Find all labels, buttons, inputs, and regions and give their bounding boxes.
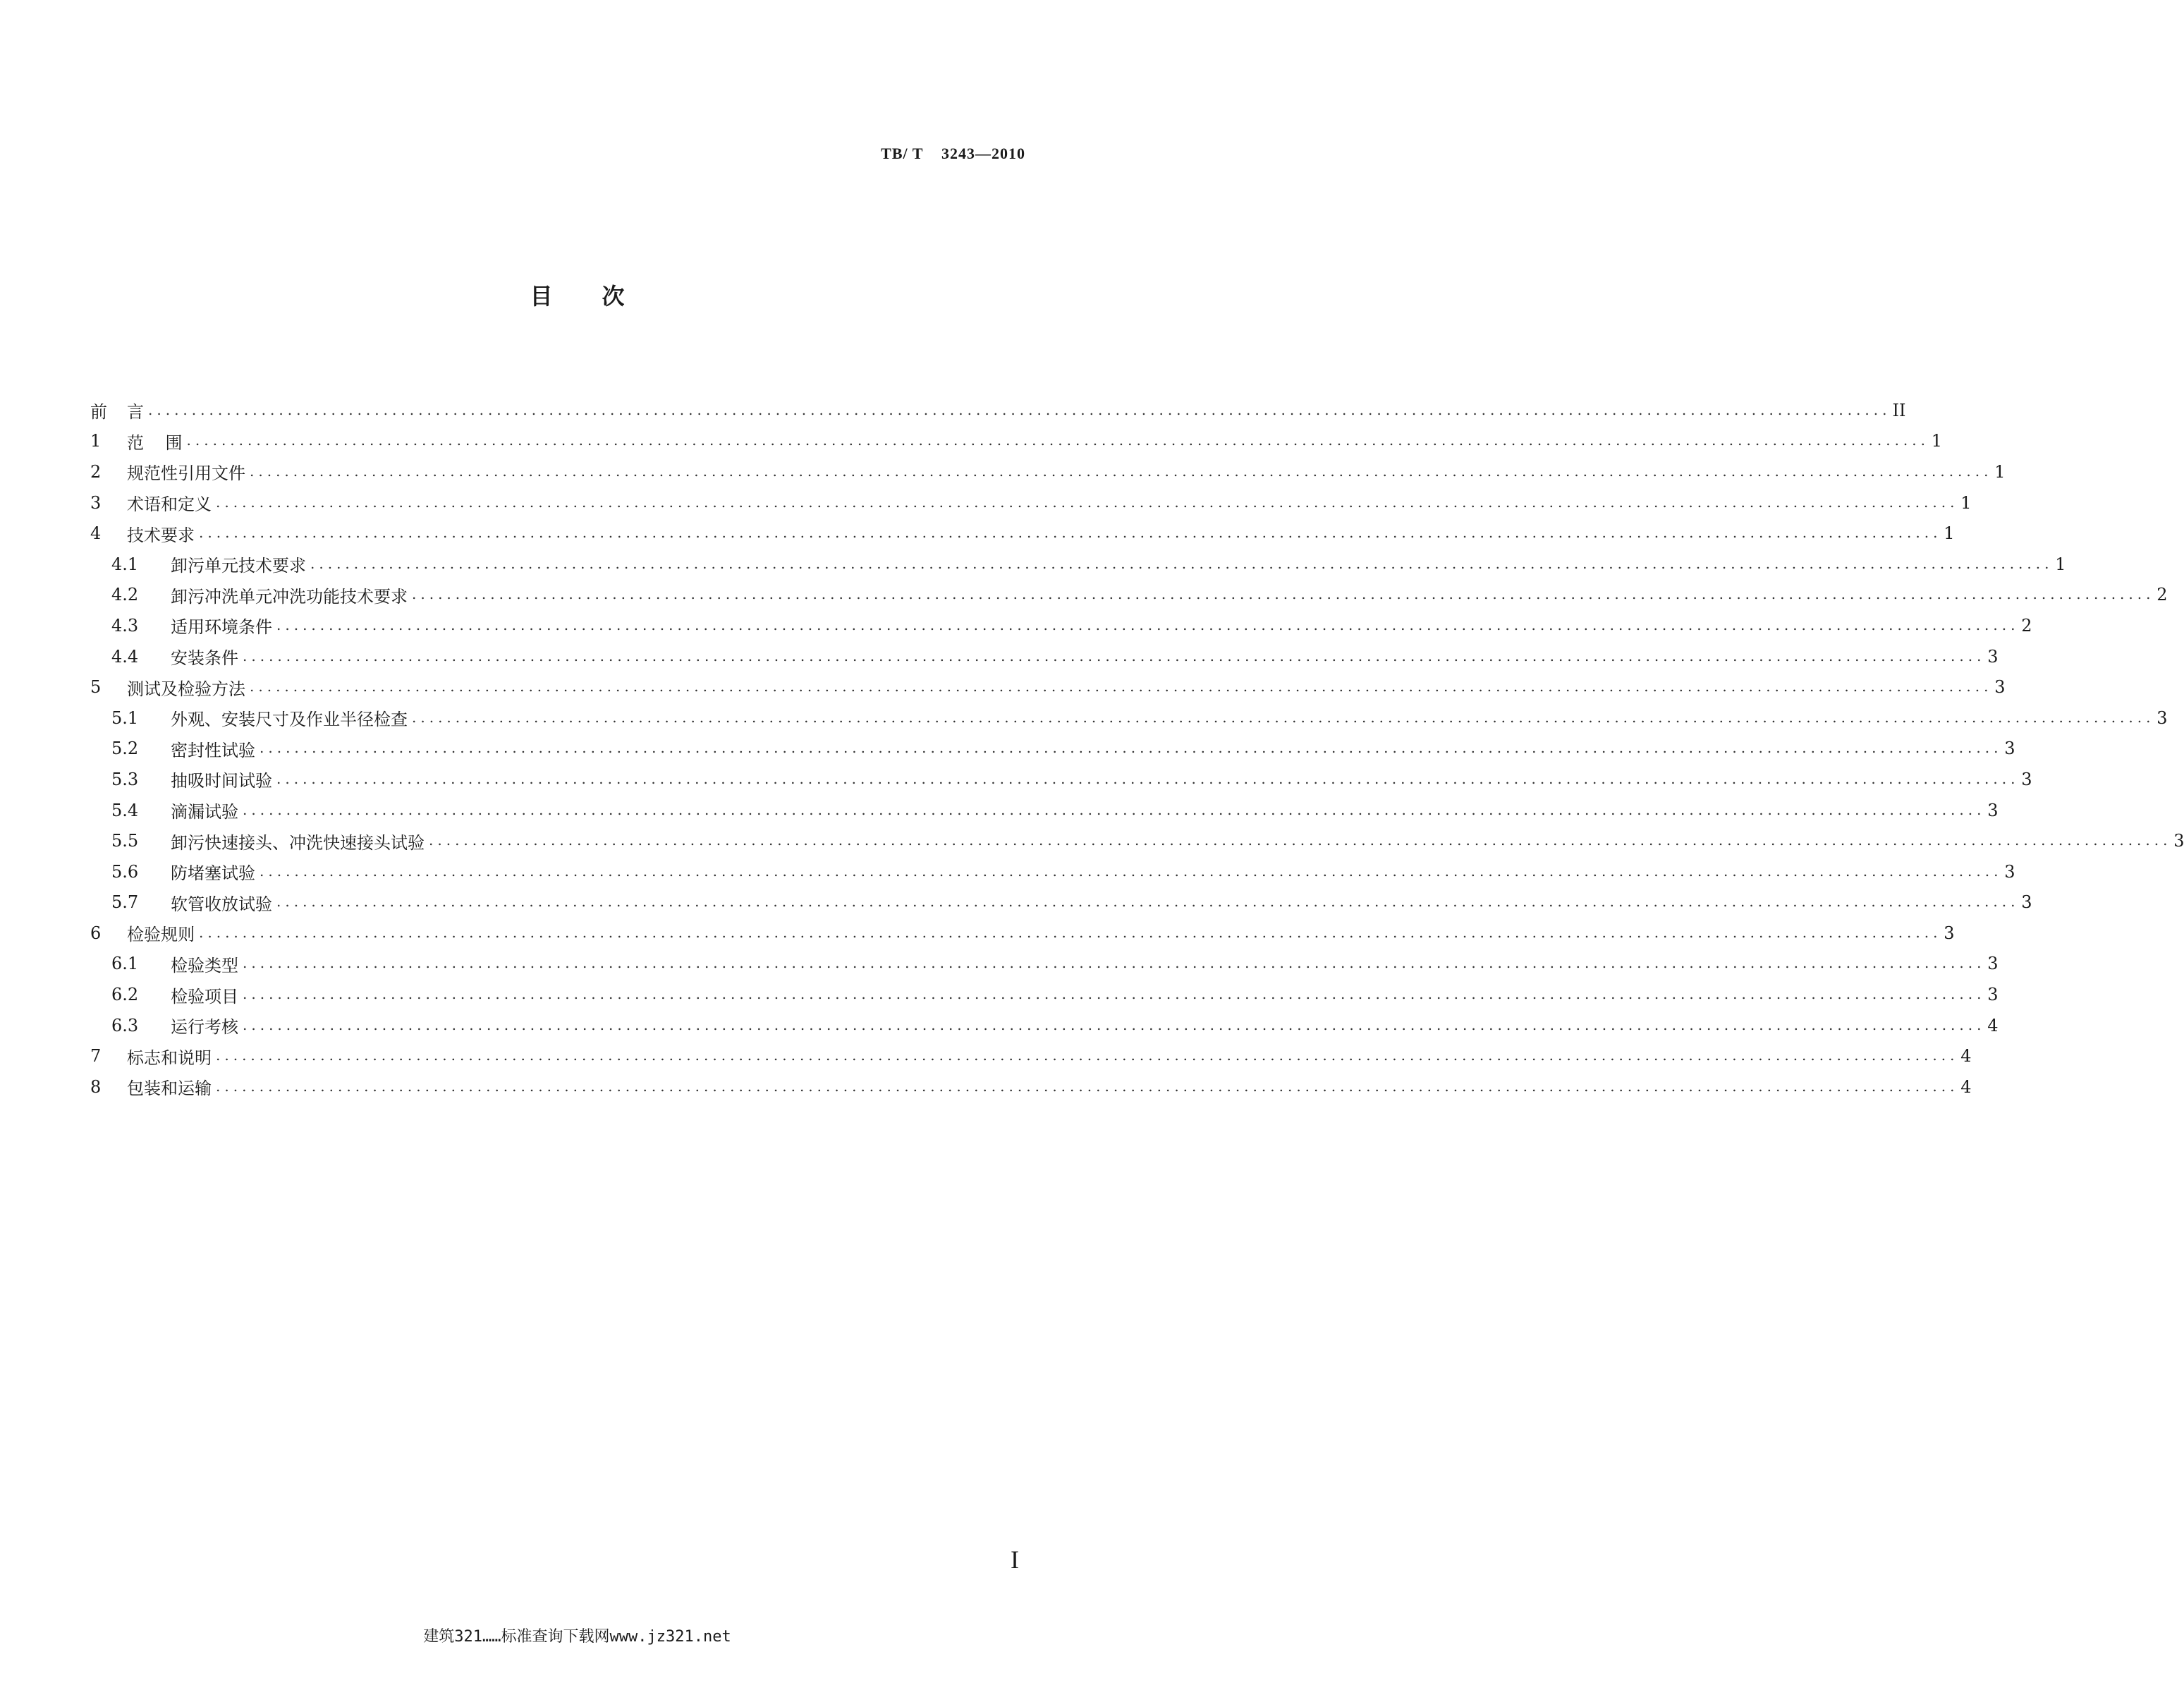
toc-entry-number: 8 [90, 1076, 102, 1097]
toc-entry[interactable] [90, 487, 1972, 518]
toc-entry[interactable] [90, 610, 2032, 641]
toc-entry-label: 滴漏试验 [171, 798, 241, 822]
toc-entry-number: 4 [90, 523, 102, 544]
toc-leader-dots: ........................................................................................................................................................................................................ [243, 954, 1986, 972]
toc-entry-number: 5.7 [111, 892, 139, 913]
toc-entry-label: 卸污快速接头、冲洗快速接头试验 [171, 829, 427, 854]
toc-entry-number: 2 [90, 461, 102, 482]
toc-entry-page: 3 [1987, 985, 1999, 1005]
toc-entry-number: 6.1 [111, 954, 139, 974]
toc-leader-dots: ........................................................................................................................................................................................................ [412, 708, 2155, 726]
toc-entry-label: 检验类型 [171, 952, 241, 976]
toc-entry-label: 测试及检验方法 [127, 675, 248, 700]
toc-entry-label: 规范性引用文件 [127, 459, 248, 484]
toc-entry-page: 3 [2156, 707, 2168, 728]
toc-entry-label: 外观、安装尺寸及作业半径检查 [171, 705, 410, 730]
toc-entry-label: 检验规则 [127, 921, 197, 945]
toc-leader-dots: ........................................................................................................................................................................................................ [186, 432, 1929, 449]
toc-entry[interactable] [90, 1040, 1972, 1071]
toc-leader-dots: ........................................................................................................................................................................................................ [429, 832, 2172, 849]
toc-entry[interactable] [90, 580, 2168, 611]
toc-entry-page: 3 [1987, 646, 1999, 667]
toc-entry-label: 防堵塞试验 [171, 859, 258, 884]
toc-entry[interactable] [90, 825, 2184, 856]
toc-entry-label: 安装条件 [171, 644, 241, 669]
toc-entry[interactable] [90, 918, 1955, 949]
toc-entry-page: 2 [2021, 615, 2032, 636]
toc-entry-label: 包装和运输 [127, 1074, 214, 1099]
toc-leader-dots: ........................................................................................................................................................................................................ [199, 923, 1942, 941]
toc-entry-number: 6.3 [111, 1015, 139, 1035]
toc-entry-page: 2 [2156, 585, 2168, 605]
toc-entry-number: 7 [90, 1046, 102, 1067]
toc-leader-dots: ........................................................................................................................................................................................................ [243, 647, 1986, 664]
toc-entry[interactable] [90, 456, 2006, 487]
toc-leader-dots: ........................................................................................................................................................................................................ [243, 1016, 1986, 1033]
page-number: I [1011, 1545, 1019, 1574]
toc-entry-number: 5.6 [111, 861, 139, 882]
toc-entry-page: 1 [1944, 523, 1955, 544]
toc-entry-label: 抽吸时间试验 [171, 767, 275, 791]
toc-entry-number: 5 [90, 677, 102, 698]
toc-entry-page: 3 [2021, 892, 2032, 913]
toc-entry-label: 术语和定义 [127, 490, 214, 515]
toc-entry[interactable] [90, 795, 1999, 826]
toc-entry-page: II [1892, 400, 1906, 420]
toc-entry-page: 3 [1944, 923, 1955, 943]
toc-leader-dots: ........................................................................................................................................................................................................ [276, 616, 2020, 633]
toc-entry[interactable] [90, 641, 1999, 672]
toc-entry-label: 标志和说明 [127, 1044, 214, 1069]
toc-entry-number: 4.1 [111, 554, 139, 574]
toc-entry[interactable] [90, 764, 2032, 795]
toc-leader-dots: ........................................................................................................................................................................................................ [250, 678, 1993, 695]
toc-leader-dots: ........................................................................................................................................................................................................ [412, 585, 2155, 603]
toc-entry-number: 1 [90, 431, 102, 451]
toc-entry[interactable] [90, 518, 1955, 549]
toc-leader-dots: ........................................................................................................................................................................................................ [260, 862, 2003, 880]
toc-leader-dots: ........................................................................................................................................................................................................ [310, 554, 2054, 572]
toc-entry-page: 1 [1931, 431, 1942, 451]
toc-entry-number: 4.2 [111, 585, 139, 605]
toc-entry-label: 技术要求 [127, 521, 197, 546]
toc-entry-label: 检验项目 [171, 983, 241, 1007]
toc-entry-label: 卸污冲洗单元冲洗功能技术要求 [171, 583, 410, 607]
toc-leader-dots: ........................................................................................................................................................................................................ [148, 401, 1891, 418]
toc-entry-page: 1 [2055, 554, 2066, 574]
toc-entry-page: 3 [1987, 954, 1999, 974]
toc-leader-dots: ........................................................................................................................................................................................................ [250, 462, 1993, 480]
toc-entry-page: 3 [2173, 831, 2184, 851]
toc-entry-page: 1 [1994, 461, 2006, 482]
toc-entry-label: 卸污单元技术要求 [171, 552, 309, 576]
toc-entry-label: 范 围 [127, 429, 185, 454]
footer-watermark: 建筑321……标准查询下载网www.jz321.net [423, 1628, 731, 1646]
toc-leader-dots: ........................................................................................................................................................................................................ [216, 1077, 1959, 1095]
toc-entry-number: 3 [90, 492, 102, 513]
toc-entry-number: 5.5 [111, 831, 139, 851]
toc-entry-page: 3 [1994, 677, 2006, 698]
toc-entry-number: 前 [90, 402, 107, 423]
toc-entry-page: 4 [1987, 1015, 1999, 1035]
toc-leader-dots: ........................................................................................................................................................................................................ [216, 493, 1959, 511]
toc-entry[interactable] [90, 549, 2066, 580]
toc-entry-page: 3 [2004, 861, 2015, 882]
toc-entry-page: 1 [1960, 492, 1972, 513]
toc-entry[interactable] [90, 949, 1999, 980]
toc-entry[interactable] [90, 1071, 1972, 1102]
toc-entry[interactable] [90, 979, 1999, 1010]
toc-entry-label: 言 [127, 398, 147, 423]
toc-entry[interactable] [90, 1010, 1999, 1041]
toc-entry[interactable] [90, 887, 2032, 918]
toc-entry-page: 4 [1960, 1046, 1972, 1067]
toc-leader-dots: ........................................................................................................................................................................................................ [276, 770, 2020, 787]
toc-entry[interactable] [90, 672, 2006, 703]
toc-entry[interactable] [90, 395, 1906, 426]
toc-leader-dots: ........................................................................................................................................................................................................ [276, 893, 2020, 911]
toc-entry-number: 4.3 [111, 615, 139, 636]
toc-entry-page: 3 [2021, 769, 2032, 789]
toc-entry-number: 6.2 [111, 985, 139, 1005]
toc-entry-number: 4.4 [111, 646, 139, 667]
standard-code: TB/ T 3243—2010 [881, 145, 1025, 162]
toc-entry-label: 软管收放试验 [171, 890, 275, 915]
toc-leader-dots: ........................................................................................................................................................................................................ [243, 985, 1986, 1003]
toc-entry-number: 5.2 [111, 739, 139, 759]
toc-leader-dots: ........................................................................................................................................................................................................ [260, 739, 2003, 757]
toc-entry-label: 适用环境条件 [171, 613, 275, 638]
toc-entry-number: 5.1 [111, 707, 139, 728]
toc-entry-label: 运行考核 [171, 1013, 241, 1038]
toc-entry-number: 5.4 [111, 800, 139, 820]
toc-leader-dots: ........................................................................................................................................................................................................ [199, 524, 1942, 542]
toc-leader-dots: ........................................................................................................................................................................................................ [243, 801, 1986, 818]
toc-entry-label: 密封性试验 [171, 736, 258, 761]
toc-entry-page: 3 [2004, 739, 2015, 759]
toc-leader-dots: ........................................................................................................................................................................................................ [216, 1047, 1959, 1064]
toc-entry[interactable] [90, 426, 1942, 457]
page-title: 目次 [530, 283, 674, 310]
toc-entry[interactable] [90, 856, 2015, 887]
table-of-contents [90, 395, 2184, 1102]
toc-entry-number: 6 [90, 923, 102, 943]
toc-entry-page: 4 [1960, 1076, 1972, 1097]
toc-entry-page: 3 [1987, 800, 1999, 820]
toc-entry-number: 5.3 [111, 769, 139, 789]
toc-entry[interactable] [90, 703, 2168, 734]
toc-entry[interactable] [90, 734, 2015, 765]
